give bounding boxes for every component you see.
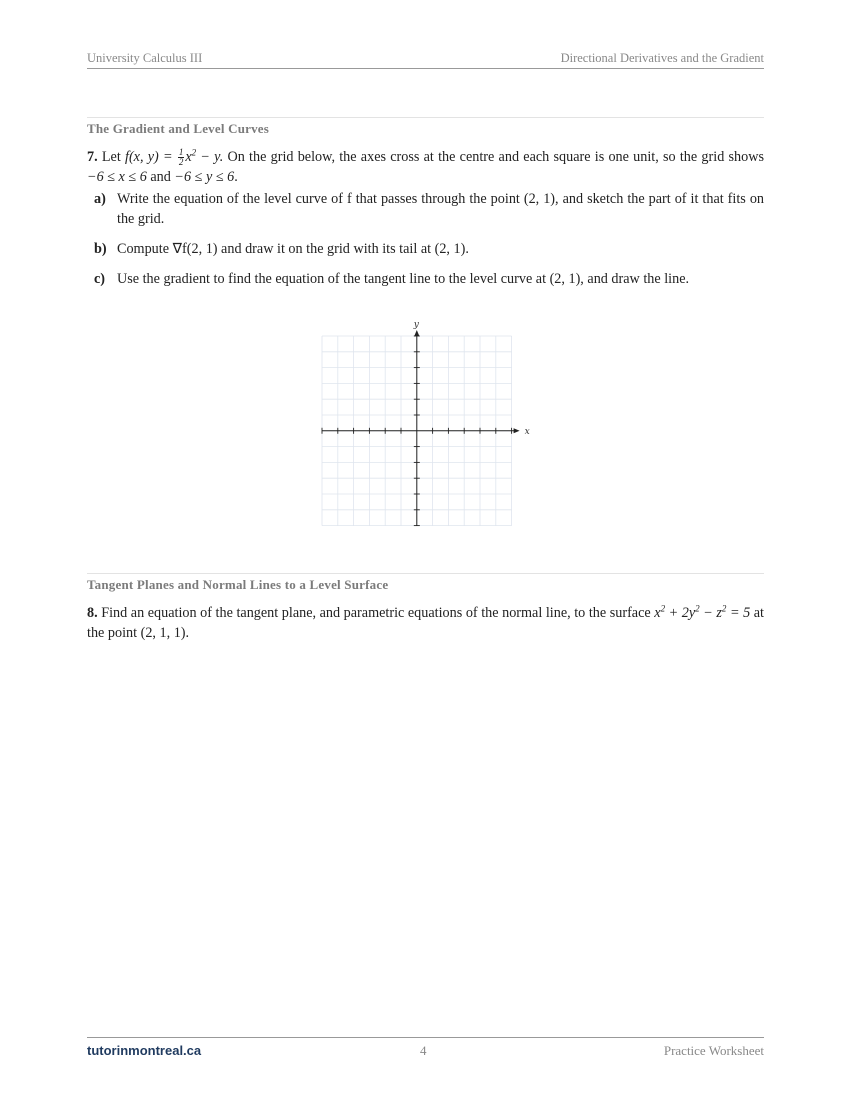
part-label: a): [94, 191, 106, 207]
problem-number: 8.: [87, 605, 98, 621]
part-text: Use the gradient to find the equation of the tangent line to the level curve at (2, 1), and draw the line.: [117, 271, 690, 287]
section-title-tangent-planes: Tangent Planes and Normal Lines to a Level Surface: [87, 577, 389, 592]
fraction: $\frac{1}{2}$: [178, 147, 184, 168]
section-divider: [87, 573, 764, 574]
part-text: Compute ∇f(2, 1) and draw it on the grid with its tail at (2, 1).: [117, 241, 469, 257]
problem-text: Find an equation of the tangent plane, and parametric equations of the normal line, to the surface: [101, 605, 655, 621]
problem-8-statement: [87, 603, 764, 643]
page-footer: [87, 1037, 764, 1060]
problem-text: On the grid below, the axes cross at the centre and each square is one unit, so the grid shows: [223, 149, 764, 165]
part-label: c): [94, 271, 106, 287]
surface-equation: $x^2 + 2y^2 - z^2 = 5$: [654, 603, 751, 621]
section-title-gradient: The Gradient and Level Curves: [87, 121, 270, 136]
range-y: −6 ≤ y ≤ 6: [174, 169, 235, 186]
problem-text: and: [146, 169, 175, 186]
course-title: University Calculus III: [87, 51, 203, 65]
range-x: −6 ≤ x ≤ 6: [87, 169, 147, 186]
worksheet-label: Practice Worksheet: [663, 1043, 764, 1058]
axes: [322, 330, 520, 526]
x-axis-label: x: [524, 426, 530, 437]
y-axis-arrow: [414, 330, 419, 336]
x-axis-arrow: [514, 428, 520, 433]
part-a: [87, 189, 764, 229]
function-definition: f(x, y) = $\frac{1}{2}$ $x^2 - y$.: [125, 147, 224, 168]
part-b: [87, 239, 764, 259]
y-axis-label: y: [413, 320, 419, 330]
page-header: [87, 51, 764, 69]
part-label: b): [94, 241, 107, 257]
problem-text: .: [234, 169, 238, 186]
section-divider: [87, 117, 764, 118]
chapter-title: Directional Derivatives and the Gradient: [560, 51, 764, 65]
coordinate-grid: [310, 316, 540, 536]
page-number: 4: [420, 1043, 427, 1058]
problem-number: 7.: [87, 149, 98, 165]
problem-7-statement: [87, 147, 764, 187]
problem-7-parts: [87, 189, 764, 299]
problem-text: Let: [101, 149, 126, 165]
part-text: Write the equation of the level curve of f that passes through the point (2, 1), and sketch the part of it that fits on the grid.: [117, 191, 764, 227]
site-link[interactable]: tutorinmontreal.ca: [87, 1043, 202, 1058]
part-c: [87, 269, 764, 289]
problem-text: at the point (2, 1, 1).: [87, 605, 764, 641]
